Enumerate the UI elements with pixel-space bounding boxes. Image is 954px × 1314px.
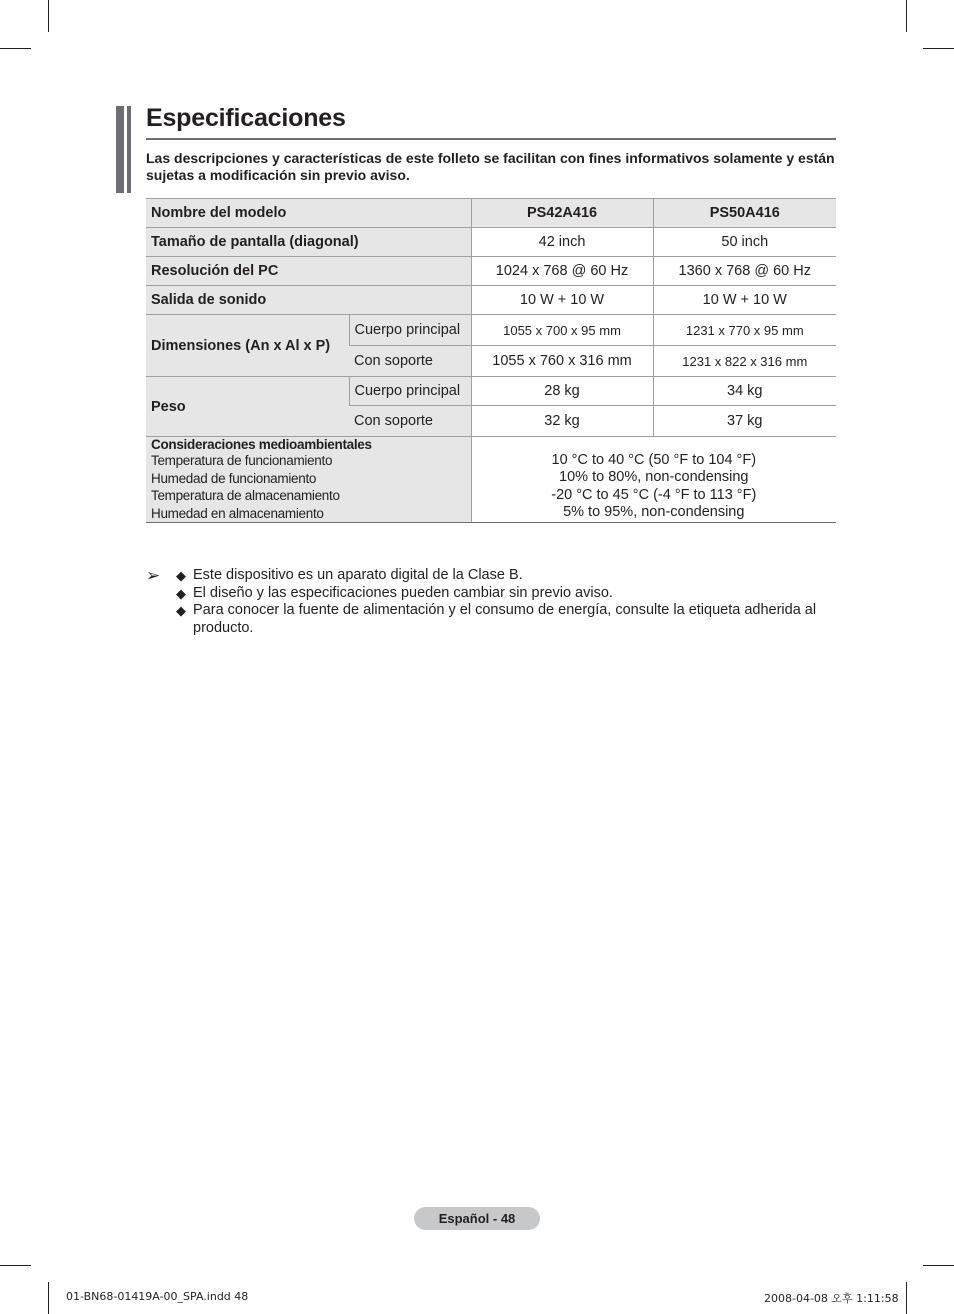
cell-value: 34 kg [653,377,836,406]
list-item [176,602,836,637]
spec-table [146,198,836,523]
crop-mark [48,1282,49,1314]
intro-text: Las descripciones y características de este folleto se facilitan con fines informativos solamente y están sujetas a modificación sin previo aviso. [146,150,835,183]
cell-value: 1231 x 770 x 95 mm [653,315,836,346]
model-a-header: PS42A416 [471,199,653,228]
sub-label: Cuerpo principal [349,315,471,346]
crop-mark [923,48,954,49]
page-number-tab: Español - 48 [414,1207,540,1230]
table-row [146,315,836,346]
note-text: El diseño y las especificaciones pueden cambiar sin previo aviso. [193,584,613,601]
diamond-bullet-icon: ◆ [176,603,186,618]
print-slug-file: 01-BN68-01419A-00_SPA.indd 48 [66,1290,249,1303]
sub-label: Con soporte [349,406,471,437]
cell-value: 32 kg [471,406,653,437]
cell-value: 37 kg [653,406,836,437]
note-text: Para conocer la fuente de alimentación y el consumo de energía, consulte la etiqueta adherida al producto. [193,602,817,636]
table-row [146,199,836,228]
table-row [146,228,836,257]
row-label: Tamaño de pantalla (diagonal) [146,228,471,257]
arrow-icon: ➢ [146,566,161,585]
diamond-bullet-icon: ◆ [176,585,186,601]
header-label: Nombre del modelo [146,199,471,228]
cell-value: 42 inch [471,228,653,257]
row-label: Peso [146,377,349,437]
cell-value: 1024 x 768 @ 60 Hz [471,257,653,286]
row-label: Resolución del PC [146,257,471,286]
list-item [176,585,836,603]
title-accent-bar [116,106,124,193]
crop-mark [923,1265,954,1266]
note-text: Este dispositivo es un aparato digital de la Clase B. [193,567,523,583]
cell-value: 50 inch [653,228,836,257]
diamond-bullet-icon: ◆ [176,568,186,583]
environment-item-value: 10% to 80%, non-condensing [559,469,749,485]
environment-item-label: Temperatura de funcionamiento [151,453,333,468]
cell-value: 1055 x 760 x 316 mm [471,346,653,377]
sub-label: Cuerpo principal [349,377,471,406]
environment-item-label: Humedad en almacenamiento [151,505,324,521]
crop-mark [906,1282,907,1314]
crop-mark [906,0,907,32]
cell-value: 28 kg [471,377,653,406]
environment-title: Consideraciones medioambientales [151,437,372,452]
row-label: Dimensiones (An x Al x P) [146,315,349,377]
table-row [146,437,836,523]
cell-value: 10 W + 10 W [471,286,653,315]
environment-item-value: 10 °C to 40 °C (50 °F to 104 °F) [551,451,757,468]
page-title: Especificaciones [146,104,346,132]
cell-value: 1231 x 822 x 316 mm [653,346,836,377]
environment-item-label: Temperatura de almacenamiento [151,488,340,503]
environment-values [471,437,836,523]
table-row [146,377,836,406]
cell-value: 1360 x 768 @ 60 Hz [653,257,836,286]
table-row [146,257,836,286]
environment-item-value: -20 °C to 45 °C (-4 °F to 113 °F) [551,486,757,503]
model-b-header: PS50A416 [653,199,836,228]
environment-item-value: 5% to 95%, non-condensing [563,504,745,520]
environment-labels [146,437,471,523]
row-label: Salida de sonido [146,286,471,315]
crop-mark [0,48,31,49]
list-item [176,567,836,585]
sub-label: Con soporte [349,346,471,377]
title-accent-bar [127,106,131,193]
cell-value: 10 W + 10 W [653,286,836,315]
crop-mark [48,0,49,32]
cell-value: 1055 x 700 x 95 mm [471,315,653,346]
print-slug-date: 2008-04-08 오후 1:11:58 [764,1292,899,1305]
table-row [146,286,836,315]
title-rule [146,138,836,140]
crop-mark [0,1265,31,1266]
environment-item-label: Humedad de funcionamiento [151,470,317,486]
